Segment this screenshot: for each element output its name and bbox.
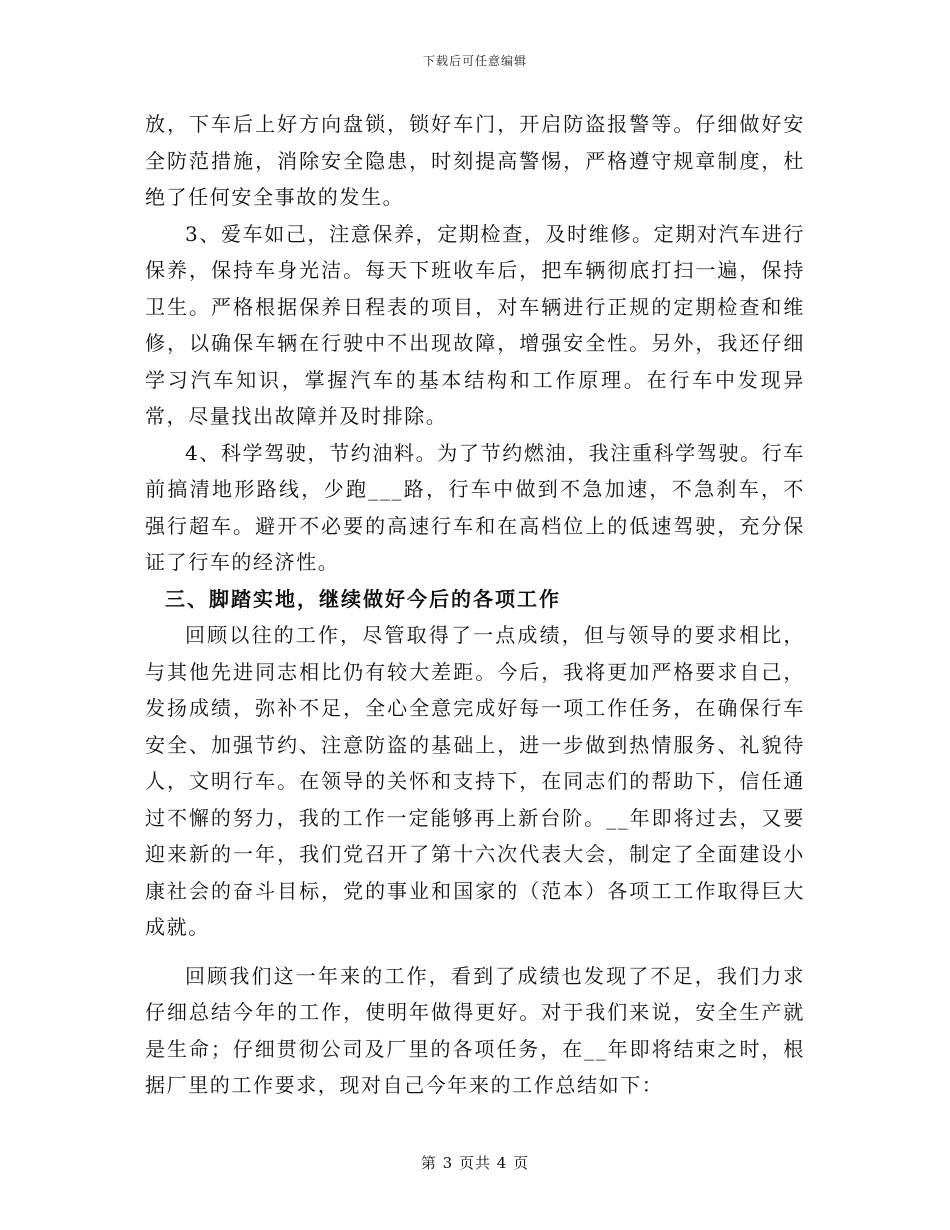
document-body (145, 106, 805, 1104)
paragraph-summary-intro: 回顾我们这一年来的工作，看到了成绩也发现了不足，我们力求仔细总结今年的工作，使明年做得更好。对于我们来说，安全生产就是生命；仔细贯彻公司及厂里的各项任务，在__年即将结束之时，根据厂里的工作要求，现对自己今年来的工作总结如下： (145, 963, 805, 1097)
page-footer: 第 3 页共 4 页 (420, 1154, 530, 1172)
page-header: 下载后可任意编辑 (422, 54, 527, 68)
paragraph-item-3: 3、爱车如己，注意保养，定期检查，及时维修。定期对汽车进行保养，保持车身光洁。每天下班收车后，把车辆彻底打扫一遍，保持卫生。严格根据保养日程表的项目，对车辆进行正规的定期检查和维修，以确保车辆在行驶中不出现故障，增强安全性。另外，我还仔细学习汽车知识，掌握汽车的基本结构和工作原理。在行车中发现异常，尽量找出故障并及时排除。 (145, 221, 805, 428)
paragraph-item-4: 4、科学驾驶，节约油料。为了节约燃油，我注重科学驾驶。行车前搞清地形路线，少跑___路，行车中做到不急加速，不急刹车，不强行超车。避开不必要的高速行车和在高档位上的低速驾驶，充分保证了行车的经济性。 (145, 440, 805, 574)
paragraph-continuation: 放，下车后上好方向盘锁，锁好车门，开启防盗报警等。仔细做好安全防范措施，消除安全隐患，时刻提高警惕，严格遵守规章制度，杜绝了任何安全事故的发生。 (145, 112, 805, 209)
section-heading: 三、脚踏实地，继续做好今后的各项工作 (165, 586, 561, 611)
paragraph-review: 回顾以往的工作，尽管取得了一点成绩，但与领导的要求相比，与其他先进同志相比仍有较大差距。今后，我将更加严格要求自己，发扬成绩，弥补不足，全心全意完成好每一项工作任务，在确保行车安全、加强节约、注意防盗的基础上，进一步做到热情服务、礼貌待人，文明行车。在领导的关怀和支持下，在同志们的帮助下，信任通过不懈的努力，我的工作一定能够再上新台阶。__年即将过去，又要迎来新的一年，我们党召开了第十六次代表大会，制定了全面建设小康社会的奋斗目标，党的事业和国家的（范本）各项工工作取得巨大成就。 (145, 623, 805, 939)
